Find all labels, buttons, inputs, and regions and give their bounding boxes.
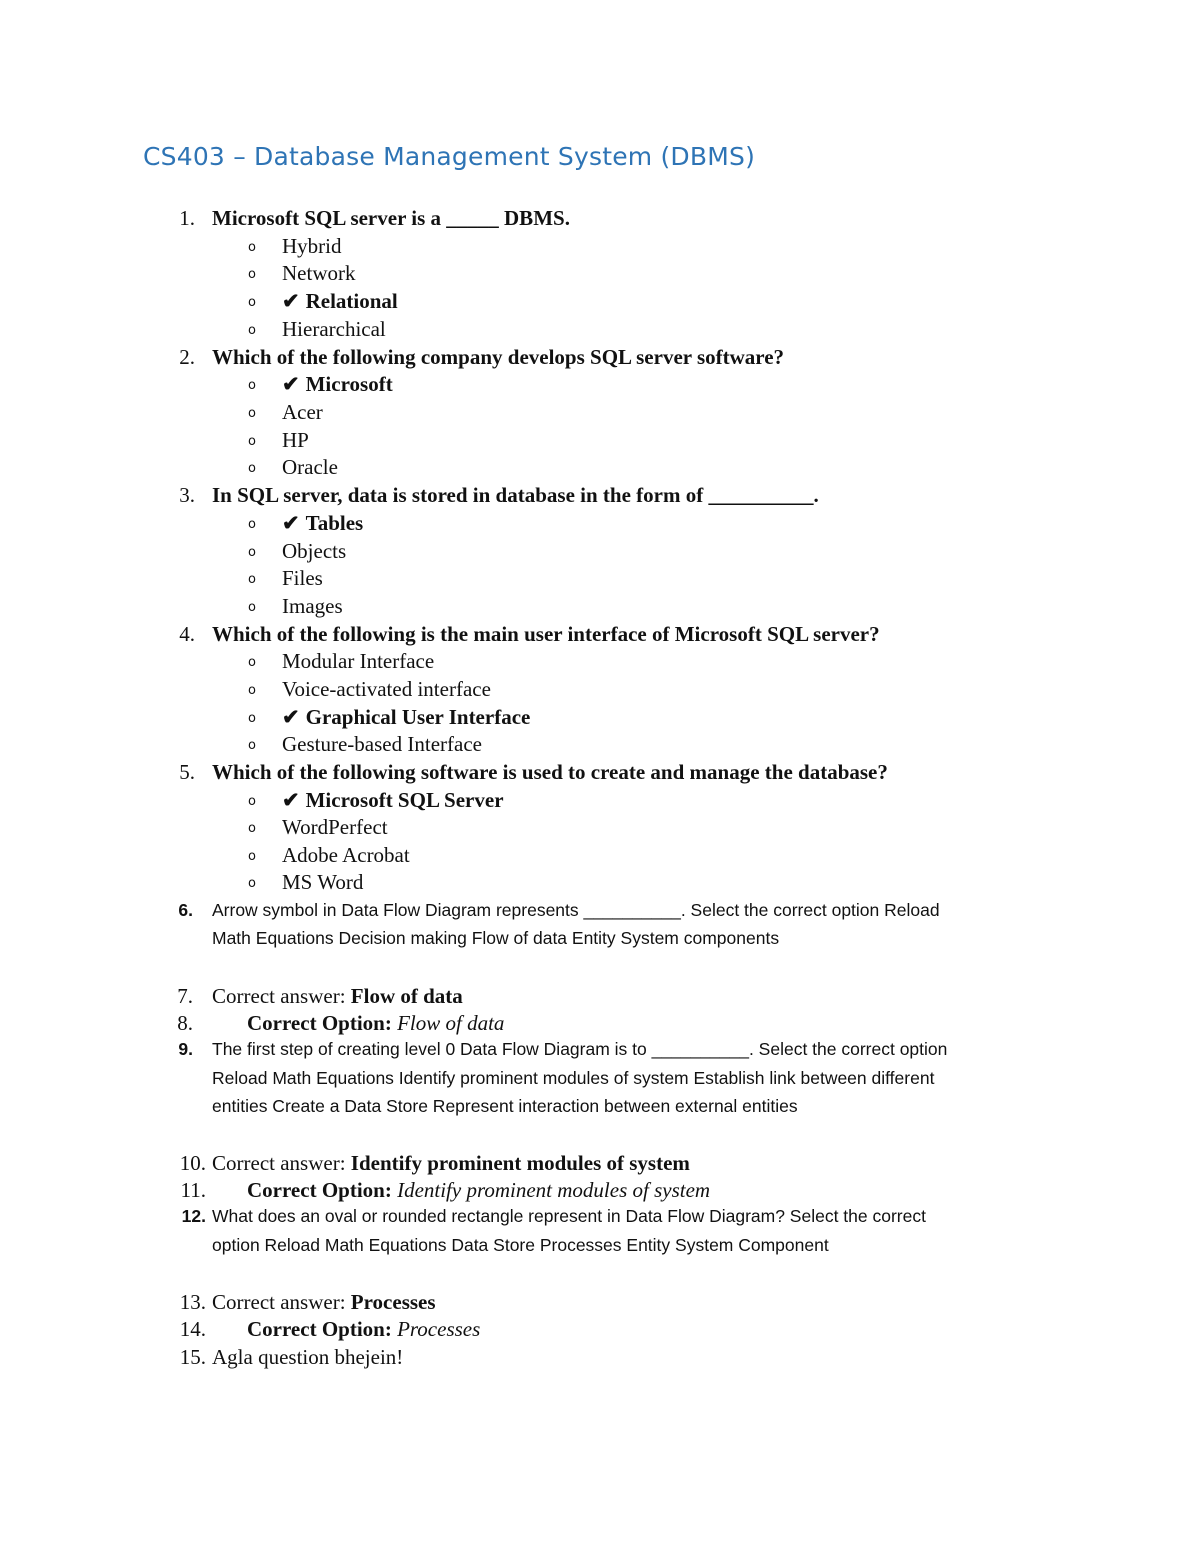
bullet-icon: o [248, 655, 256, 670]
question-number: 5. [179, 760, 195, 784]
check-icon: ✔ [282, 289, 300, 313]
answer-prefix: Correct answer: [212, 1151, 351, 1175]
option-label: Hierarchical [282, 317, 386, 341]
bullet-icon: o [248, 517, 256, 532]
bullet-icon: o [248, 434, 256, 449]
question-text: Which of the following company develops SQL server software? [212, 345, 785, 369]
option-value: Processes [397, 1317, 481, 1341]
question-number: 14. [179, 1317, 206, 1341]
bullet-icon: o [248, 572, 256, 587]
bullet-icon: o [248, 240, 256, 255]
bullet-icon: o [248, 711, 256, 726]
option-prefix: Correct Option: [247, 1317, 398, 1341]
bullet-icon: o [248, 876, 256, 891]
option-label: Microsoft [305, 372, 393, 396]
bullet-icon: o [248, 323, 256, 338]
option-label: Images [282, 594, 343, 618]
question-text-line: What does an oval or rounded rectangle represent in Data Flow Diagram? Select the correct [212, 1206, 926, 1226]
option-label: Adobe Acrobat [282, 843, 410, 867]
question-text: Microsoft SQL server is a _____ DBMS. [212, 206, 570, 230]
option-label: Hybrid [282, 234, 342, 258]
option-label: HP [282, 428, 309, 452]
bullet-icon: o [248, 683, 256, 698]
check-icon: ✔ [282, 705, 300, 729]
question-text: Which of the following is the main user interface of Microsoft SQL server? [212, 622, 880, 646]
option-prefix: Correct Option: [247, 1178, 398, 1202]
answer-value: Processes [350, 1290, 436, 1314]
option-label: Relational [305, 289, 398, 313]
question-number: 15. [179, 1345, 206, 1369]
bullet-icon: o [248, 406, 256, 421]
option-label: MS Word [282, 870, 364, 894]
question-number: 8. [177, 1011, 193, 1035]
question-number: 10. [179, 1151, 206, 1175]
option-label: Files [282, 566, 323, 590]
option-prefix: Correct Option: [247, 1011, 398, 1035]
question-text-line: option Reload Math Equations Data Store Processes Entity System Component [212, 1235, 829, 1255]
bullet-icon: o [248, 849, 256, 864]
question-text-line: entities Create a Data Store Represent interaction between external entities [212, 1096, 798, 1116]
option-label: Graphical User Interface [305, 705, 531, 729]
question-number: 2. [179, 345, 195, 369]
option-label: Voice-activated interface [282, 677, 491, 701]
bullet-icon: o [248, 461, 256, 476]
question-text-line: Reload Math Equations Identify prominent modules of system Establish link between different [212, 1068, 935, 1088]
answer-prefix: Correct answer: [212, 1290, 351, 1314]
question-text-line: Math Equations Decision making Flow of data Entity System components [212, 928, 780, 948]
bullet-icon: o [248, 267, 256, 282]
option-label: Objects [282, 539, 347, 563]
option-value: Identify prominent modules of system [397, 1178, 711, 1202]
question-number: 11. [180, 1178, 206, 1202]
closing-text: Agla question bhejein! [212, 1345, 404, 1369]
option-label: Acer [282, 400, 323, 424]
question-text: In SQL server, data is stored in database in the form of __________. [212, 483, 819, 507]
bullet-icon: o [248, 821, 256, 836]
question-text-line: The first step of creating level 0 Data Flow Diagram is to __________. Select the correct option [212, 1039, 948, 1059]
option-label: WordPerfect [282, 815, 388, 839]
check-icon: ✔ [282, 372, 300, 396]
document-title: CS403 – Database Management System (DBMS) [143, 142, 756, 171]
option-label: Modular Interface [282, 649, 435, 673]
question-number: 13. [179, 1290, 206, 1314]
option-label: Tables [305, 511, 364, 535]
bullet-icon: o [248, 378, 256, 393]
bullet-icon: o [248, 545, 256, 560]
answer-prefix: Correct answer: [212, 984, 351, 1008]
bullet-icon: o [248, 600, 256, 615]
check-icon: ✔ [282, 788, 300, 812]
question-number: 12. [181, 1206, 206, 1226]
question-text-line: Arrow symbol in Data Flow Diagram represents __________. Select the correct option Reload [212, 900, 940, 920]
bullet-icon: o [248, 738, 256, 753]
question-number: 4. [179, 622, 195, 646]
answer-value: Identify prominent modules of system [350, 1151, 690, 1175]
bullet-icon: o [248, 295, 256, 310]
question-number: 7. [177, 984, 193, 1008]
question-number: 6. [178, 900, 193, 920]
bullet-icon: o [248, 794, 256, 809]
option-label: Oracle [282, 455, 338, 479]
option-label: Network [282, 261, 356, 285]
question-text: Which of the following software is used to create and manage the database? [212, 760, 888, 784]
question-number: 9. [178, 1039, 193, 1059]
question-number: 3. [179, 483, 195, 507]
option-label: Gesture-based Interface [282, 732, 482, 756]
question-number: 1. [179, 206, 195, 230]
option-label: Microsoft SQL Server [305, 788, 504, 812]
check-icon: ✔ [282, 511, 300, 535]
option-value: Flow of data [397, 1011, 505, 1035]
answer-value: Flow of data [350, 984, 463, 1008]
